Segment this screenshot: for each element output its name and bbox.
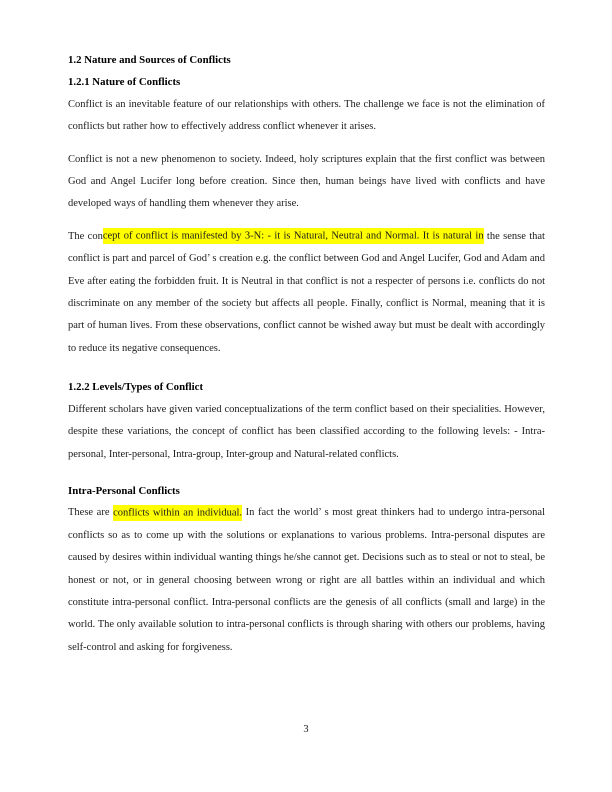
paragraph-three-n — [68, 226, 545, 360]
text-segment: The con — [68, 230, 103, 242]
text-segment: In fact the world’ s most great thinkers had to undergo intra-personal conflicts so as to come up with the solutions or explanations to various problems. Intra-personal disputes are caused by desires within individual wanting things he/she cannot get. Decisions such as to steal or not to steal, be honest or not, or in general choosing between wrong or right are all battles within an individual and which constitute intra-personal conflict. Intra-personal conflicts are the genesis of all conflicts (small and large) in the world. The only available solution to intra-personal conflicts is through sharing with others our problems, having self-control and asking for forgiveness. — [68, 507, 545, 653]
heading-intra-personal-conflicts: Intra-Personal Conflicts — [68, 484, 180, 497]
highlighted-text-three-n: cept of conflict is manifested by 3-N: - it is Natural, Neutral and Normal. It is natural in — [103, 228, 484, 244]
section-heading-1-2: 1.2 Nature and Sources of Conflicts — [68, 54, 231, 66]
text-segment: the sense that conflict is part and parcel of God’ s creation e.g. the conflict between God and Angel Lucifer, God and Adam and Eve after eating the forbidden fruit. It is Neutral in that conflict is not a respecter of persons i.e. conflicts do not discriminate on any member of the society but affects all people. Finally, conflict is Normal, meaning that it is part of human lives. From these observations, conflict cannot be wished away but must be dealt with accordingly to reduce its negative consequences. — [68, 230, 545, 354]
section-heading-1-2-2: 1.2.2 Levels/Types of Conflict — [68, 381, 204, 394]
paragraph-conflict-inevitable: Conflict is an inevitable feature of our relationships with others. The challenge we face is not the elimination of conflicts but rather how to effectively address conflict whenever it arises. — [68, 98, 545, 133]
highlighted-text-individual: conflicts within an individual. — [113, 505, 242, 521]
page-number: 3 — [303, 724, 309, 735]
paragraph-levels-of-conflict: Different scholars have given varied conceptualizations of the term conflict based on their specialities. However, despite these variations, the concept of conflict has been classified according to the following levels: - Intra-personal, Inter-personal, Intra-group, Inter-group and Natural-related conflicts. — [68, 403, 545, 460]
paragraph-conflict-not-new: Conflict is not a new phenomenon to society. Indeed, holy scriptures explain that the first conflict was between God and Angel Lucifer long before creation. Since then, human beings have lived with conflicts and have developed ways of handling them whenever they arise. — [68, 153, 545, 210]
section-heading-1-2-1: 1.2.1 Nature of Conflicts — [68, 76, 181, 89]
text-segment: These are — [68, 507, 114, 519]
paragraph-intra-personal — [68, 502, 545, 659]
page-content — [68, 49, 545, 659]
